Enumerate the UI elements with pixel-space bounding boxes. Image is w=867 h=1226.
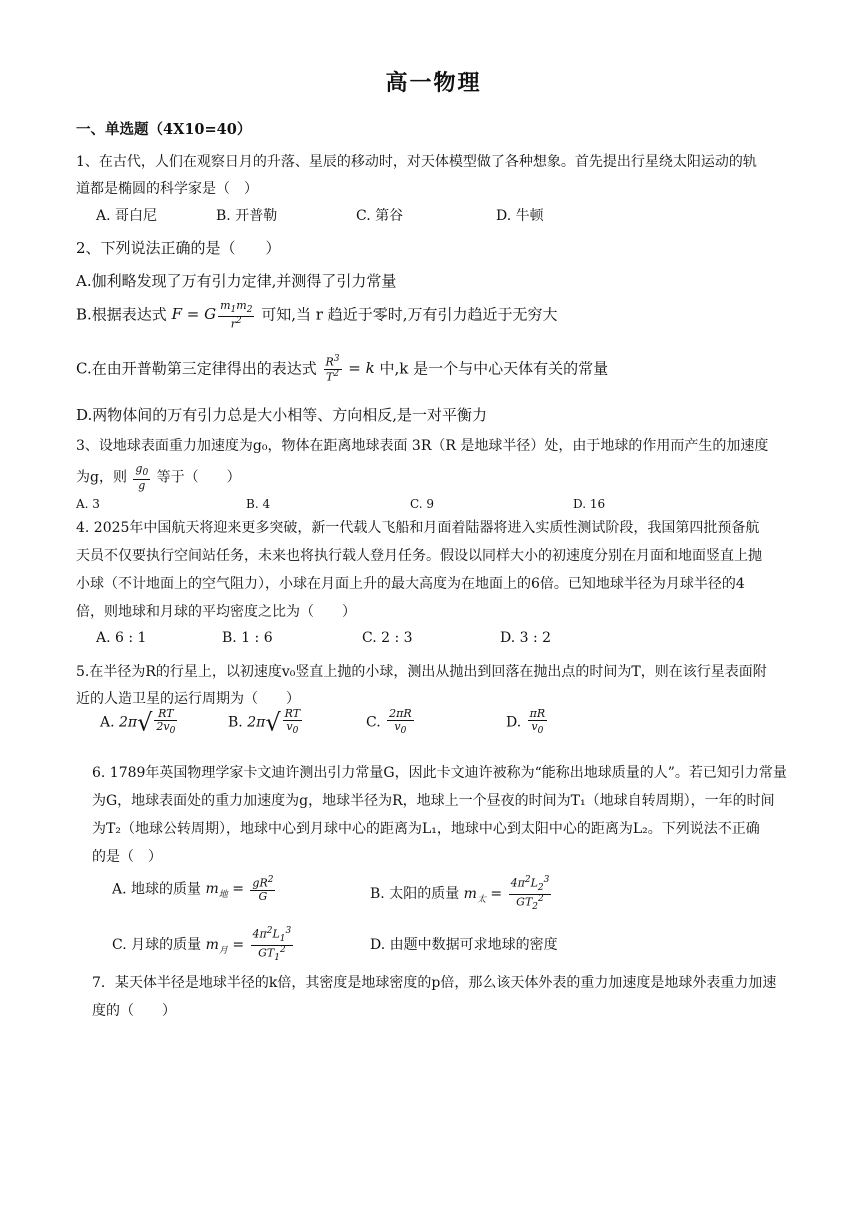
q6-option-a: A. 地球的质量 $m_地$ = $\frac{gR^2}{G}$	[112, 875, 274, 903]
q2-option-c-post: 中,k 是一个与中心天体有关的常量	[379, 359, 609, 378]
q7-line1: 7．某天体半径是地球半径的k倍，其密度是地球密度的p倍，那么该天体外表的重力加速度是地球外表重力加速	[92, 975, 777, 991]
q2-option-d: D.两物体间的万有引力总是大小相等、方向相反,是一对平衡力	[76, 406, 488, 424]
q1-option-c: C. 第谷	[356, 208, 404, 224]
q1-line2: 道都是椭圆的科学家是（ ）	[76, 181, 258, 197]
q5-option-a	[100, 708, 179, 737]
q5-formula-b: 2π√ $\frac{RT}{v_0}$	[247, 707, 301, 737]
q4-option-a: A. 6 : 1	[96, 630, 147, 646]
q5-option-b-label: B.	[228, 714, 243, 731]
q6-line2: 为G，地球表面处的重力加速度为g，地球半径为R，地球上一个昼夜的时间为T₁（地球自转周期），一年的时间	[92, 793, 775, 809]
q1-option-a: A. 哥白尼	[96, 208, 158, 224]
q2-option-c-pre: C.在由开普勒第三定律得出的表达式	[76, 359, 317, 378]
q1-line1: 1、在古代，人们在观察日月的升落、星辰的移动时，对天体模型做了各种想象。首先提出行星绕太阳运动的轨	[76, 154, 757, 170]
q4-line3: 小球（不计地面上的空气阻力），小球在月面上升的最大高度为在地面上的6倍。已知地球半径为月球半径的4	[76, 576, 745, 592]
q3-option-d: D. 16	[573, 497, 606, 511]
q6-formula-a: $m_地$ =	[205, 881, 249, 901]
q2-option-b	[76, 300, 557, 331]
q2-stem: 2、下列说法正确的是（ ）	[76, 239, 281, 257]
q5-line1: 5.在半径为R的行星上，以初速度v₀竖直上抛的小球，测出从抛出到回落在抛出点的时间为T，则在该行星表面附	[76, 664, 767, 680]
q1-option-d: D. 牛顿	[496, 208, 544, 224]
q5-formula-d: $\frac{\pi R}{v_0}$	[529, 707, 546, 737]
q4-line4: 倍，则地球和月球的平均密度之比为（ ）	[76, 604, 356, 620]
q4-line1: 4. 2025年中国航天将迎来更多突破，新一代载人飞船和月面着陆器将进入实质性测试阶段，我国第四批预备航	[76, 520, 760, 536]
q6-line4: 的是（ ）	[92, 849, 162, 865]
q4-option-d: D. 3 : 2	[500, 630, 552, 646]
q5-option-c	[366, 708, 416, 737]
q5-formula-c: $\frac{2\pi R}{v_0}$	[389, 707, 412, 737]
q4-option-b: B. 1 : 6	[222, 630, 273, 646]
q5-option-d-label: D.	[506, 714, 522, 731]
q6-formula-c: $m_月$ =	[205, 937, 249, 957]
section-heading: 一、单选题（4X10=40）	[76, 121, 252, 138]
q1-option-b: B. 开普勒	[216, 208, 278, 224]
q6-formula-b: $m_太$ =	[463, 886, 507, 906]
q3-line2-pre: 为g，则	[76, 469, 127, 486]
q5-option-a-label: A.	[100, 714, 115, 731]
q6-line3: 为T₂（地球公转周期），地球中心到月球中心的距离为L₁，地球中心到太阳中心的距离为L₂。下列说法不正确	[92, 821, 760, 837]
q3-option-a: A. 3	[76, 497, 100, 511]
q4-option-c: C. 2 : 3	[362, 630, 413, 646]
kepler-formula: $\frac{R^3}{T^2}$ = k	[325, 354, 375, 384]
q5-option-c-label: C.	[366, 714, 381, 731]
q3-option-b: B. 4	[246, 497, 271, 511]
q5-formula-a: 2π√ $\frac{RT}{2v_0}$	[119, 707, 176, 737]
q3-line1: 3、设地球表面重力加速度为g₀，物体在距离地球表面 3R（R 是地球半径）处，由于地球的作用而产生的加速度	[76, 438, 769, 454]
q6-option-c-text: C. 月球的质量	[112, 937, 202, 954]
q5-option-d	[506, 708, 549, 737]
q2-option-b-post: 可知,当 r 趋近于零时,万有引力趋近于无穷大	[261, 305, 558, 324]
g-ratio-fraction: $\frac{g_0}{g}$	[135, 462, 149, 493]
q3-option-c: C. 9	[410, 497, 435, 511]
q6-line1: 6. 1789年英国物理学家卡文迪许测出引力常量G，因此卡文迪许被称为“能称出地球质量的人”。若已知引力常量	[92, 765, 787, 781]
q6-option-a-text: A. 地球的质量	[112, 881, 202, 898]
q7-line2: 度的（ ）	[92, 1003, 176, 1019]
q5-option-b	[228, 708, 304, 737]
page-title: 高一物理	[385, 70, 482, 96]
q2-option-a: A.伽利略发现了万有引力定律,并测得了引力常量	[76, 272, 397, 290]
q3-line2	[76, 463, 241, 492]
q6-option-c: C. 月球的质量 $m_月$ = $\frac{4\pi^2L_1^3}{GT_1^2}$	[112, 926, 292, 963]
q5-line2: 近的人造卫星的运行周期为（ ）	[76, 691, 300, 707]
q6-option-b-text: B. 太阳的质量	[370, 886, 460, 903]
q2-option-b-pre: B.根据表达式	[76, 305, 167, 324]
q4-line2: 天员不仅要执行空间站任务，未来也将执行载人登月任务。假设以同样大小的初速度分别在月面和地面竖直上抛	[76, 548, 762, 564]
q6-option-b: B. 太阳的质量 $m_太$ = $\frac{4\pi^2L_2^3}{GT_2^2}$	[370, 875, 550, 912]
q2-option-c	[76, 355, 608, 384]
q6-option-d: D. 由题中数据可求地球的密度	[370, 937, 558, 953]
q3-line2-post: 等于（ ）	[156, 469, 241, 486]
gravity-formula: F = G $\frac{m_1m_2}{r^2}$	[171, 299, 253, 331]
